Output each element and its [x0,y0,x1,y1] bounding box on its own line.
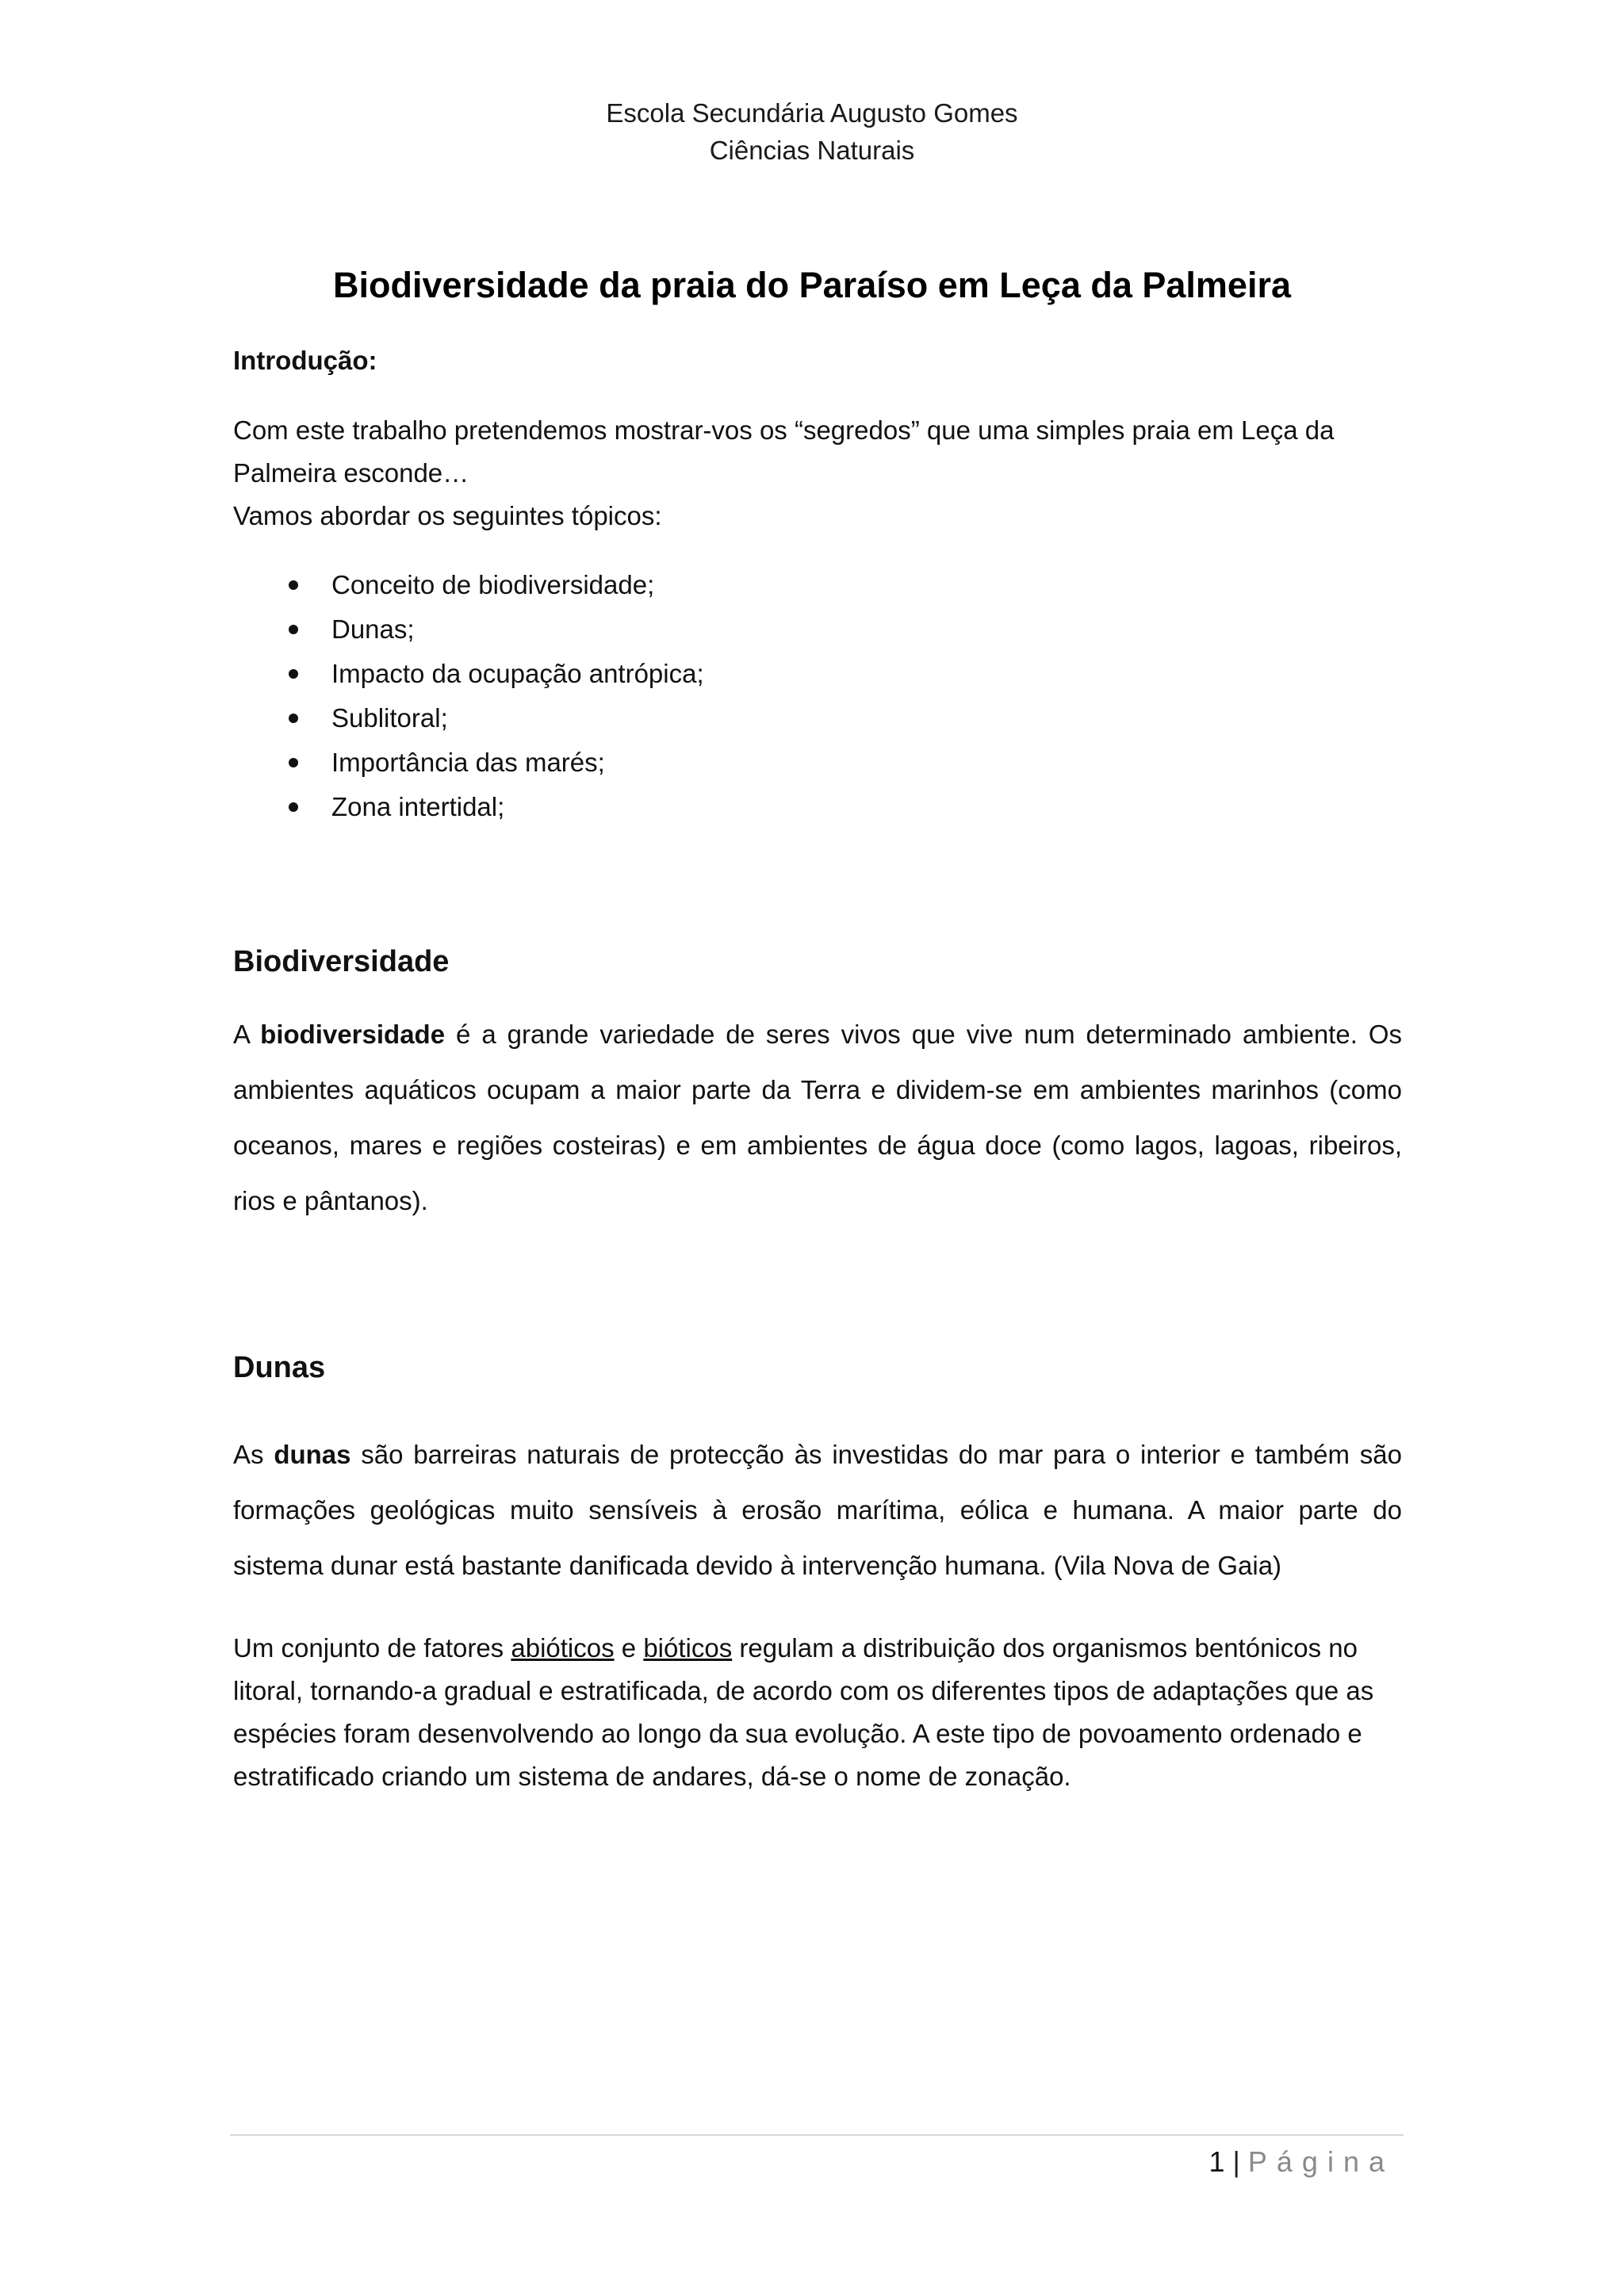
dunes-heading-block [233,1348,1402,1387]
topic-label: Importância das marés; [331,748,605,777]
biodiversity-heading-block [233,942,1402,982]
zonation-section [233,1627,1402,1798]
dunes-heading: Dunas [233,1351,326,1384]
list-item [233,785,704,829]
text-run: As [233,1440,274,1469]
list-item [233,652,704,696]
page-word: Página [1247,2145,1394,2178]
bullet-icon [289,758,298,767]
text-run: é a grande variedade de seres vivos que vive num determinado ambiente. Os ambientes aquáticos ocupam a maior parte da Terra e dividem-se em ambientes marinhos (como oceanos, mares e regiões costeiras) e em ambientes de água doce (como lagos, lagoas, ribeiros, rios e pântanos). [233,1020,1403,1215]
bullet-icon [289,580,298,590]
dunes-paragraph-1 [233,1427,1402,1594]
text-run: regulam a distribuição dos organismos bentónicos no litoral, tornando-a gradual e estratificada, de acordo com os diferentes tipos de adaptações que as espécies foram desenvolvendo ao longo da sua evolução. A este tipo de povoamento ordenado e estratificado criando um sistema de andares, dá-se o nome de zonação. [233,1633,1374,1791]
intro-label: Introdução: [233,346,377,375]
dunes-paragraph-2 [233,1627,1402,1798]
header-school: Escola Secundária Augusto Gomes [606,98,1018,128]
intro-text [233,409,1402,538]
text-run: Um conjunto de fatores [233,1633,511,1663]
bold-term: dunas [274,1440,351,1469]
text-run: A [233,1020,261,1049]
topic-label: Zona intertidal; [331,792,505,821]
dunes-section [233,1427,1402,1594]
bullet-icon [289,802,298,812]
list-item [233,563,704,607]
bioticos-link[interactable]: bióticos [643,1633,733,1663]
bold-term: biodiversidade [260,1020,446,1049]
list-item [233,696,704,740]
bullet-icon [289,669,298,679]
biodiversity-heading: Biodiversidade [233,945,450,978]
footer-divider [230,2134,1404,2136]
topic-label: Conceito de biodiversidade; [331,570,655,599]
list-item [233,607,704,652]
topic-label: Dunas; [331,614,415,644]
intro-label-block [233,342,1402,379]
page-number: 1 [1208,2145,1225,2178]
text-run: são barreiras naturais de protecção às investidas do mar para o interior e também são formações geológicas muito sensíveis à erosão marítima, eólica e humana. A maior parte do sistema dunar está bastante danificada devido à intervenção humana. (Vila Nova de Gaia) [233,1440,1402,1580]
abioticos-link[interactable]: abióticos [511,1633,615,1663]
header-subject: Ciências Naturais [709,136,915,165]
bullet-icon [289,625,298,634]
intro-paragraph-1: Com este trabalho pretendemos mostrar-vos os “segredos” que uma simples praia em Leça da Palmeira esconde… [233,415,1335,488]
biodiversity-section [233,1007,1402,1229]
footer-separator: | [1232,2145,1240,2178]
biodiversity-paragraph [233,1007,1402,1229]
list-item [233,740,704,785]
topic-label: Sublitoral; [331,703,448,733]
text-run: e [614,1633,644,1663]
bullet-icon [289,714,298,723]
topics-list [233,563,704,829]
page-footer [1209,2142,1395,2182]
intro-paragraph-2: Vamos abordar os seguintes tópicos: [233,501,662,530]
topic-label: Impacto da ocupação antrópica; [331,659,704,688]
document-title: Biodiversidade da praia do Paraíso em Leça da Palmeira [332,265,1291,305]
